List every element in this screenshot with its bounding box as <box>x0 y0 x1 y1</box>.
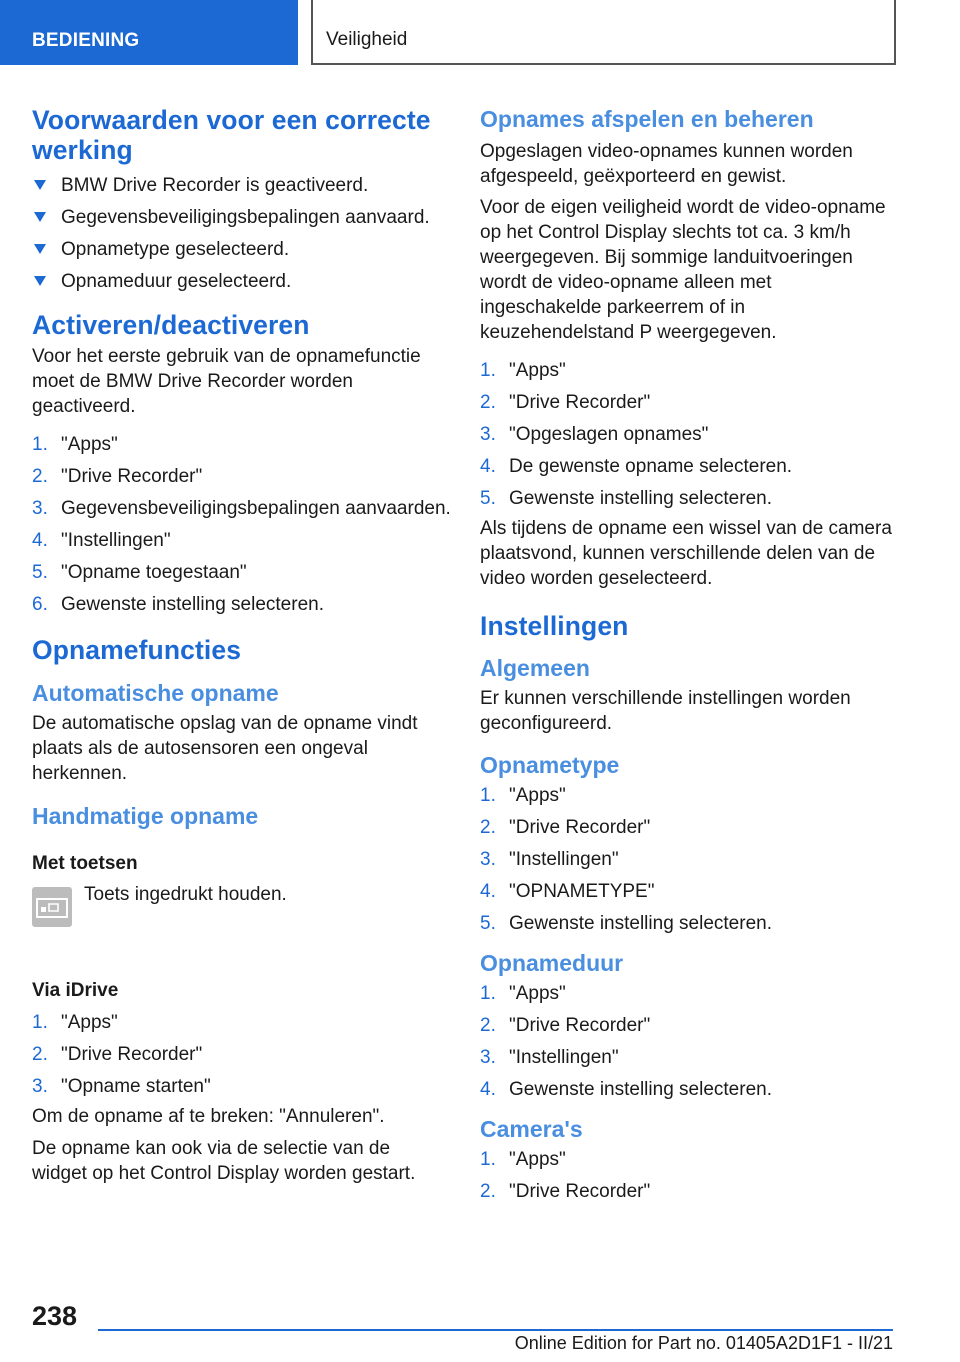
list-item: 1. "Apps" <box>480 785 566 806</box>
list-item: 6. Gewenste instelling selecteren. <box>32 594 324 615</box>
general-paragraph: Er kunnen verschillende instellingen worden geconfigureerd. <box>480 688 851 734</box>
heading-functions: Opnamefuncties <box>32 635 242 665</box>
list-item: 2. "Drive Recorder" <box>32 1044 203 1065</box>
list-item: Gegevensbeveiligingsbepalingen aanvaard. <box>32 205 450 230</box>
list-item: 4. "OPNAMETYPE" <box>480 881 655 902</box>
left-column <box>32 100 450 1186</box>
list-item: 2. "Drive Recorder" <box>480 1015 651 1036</box>
activate-steps <box>32 432 450 617</box>
cancel-paragraph: Om de opname af te breken: "Annuleren". <box>32 1106 385 1127</box>
topic-box <box>311 0 896 65</box>
camera-steps <box>480 1147 900 1204</box>
edition-note: Online Edition for Part no. 01405A2D1F1 - II/21 <box>514 1333 893 1353</box>
list-item: 2. "Drive Recorder" <box>480 817 651 838</box>
play-paragraph-2: Voor de eigen veiligheid wordt de video-opname op het Control Display slechts tot ca. 3 km/h weergegeven. Bij sommige landuitvoeringen wordt de video-opname alleen met ingeschakelde parkeerrem of in keuzehendelstand P weergegeven. <box>480 197 886 343</box>
page-number: 238 <box>32 1301 78 1331</box>
list-item: Opnameduur geselecteerd. <box>32 269 450 294</box>
heading-settings: Instellingen <box>480 611 629 641</box>
heading-type: Opnametype <box>480 752 620 778</box>
list-item: 5. "Opname toegestaan" <box>32 562 247 583</box>
duration-steps <box>480 981 900 1102</box>
heading-auto: Automatische opname <box>32 680 279 706</box>
section-tab <box>0 0 298 65</box>
heading-idrive: Via iDrive <box>32 980 119 1001</box>
heading-conditions: Voorwaarden voor een correcte werking <box>32 105 431 165</box>
conditions-list <box>32 173 450 294</box>
list-item: 2. "Drive Recorder" <box>480 1181 651 1202</box>
section-label: BEDIENING <box>32 30 140 51</box>
button-instruction: Toets ingedrukt houden. <box>84 884 287 905</box>
list-item: 2. "Drive Recorder" <box>480 392 651 413</box>
heading-general: Algemeen <box>480 655 590 681</box>
list-item: 5. Gewenste instelling selecteren. <box>480 488 772 509</box>
triangle-bullet-icon <box>34 180 46 190</box>
list-item: 4. Gewenste instelling selecteren. <box>480 1079 772 1100</box>
heading-manual: Handmatige opname <box>32 803 259 829</box>
list-item: Opnametype geselecteerd. <box>32 237 450 262</box>
triangle-bullet-icon <box>34 276 46 286</box>
play-steps <box>480 358 900 511</box>
list-item: 4. "Instellingen" <box>32 530 171 551</box>
list-item: 1. "Apps" <box>32 1012 118 1033</box>
camera-record-button-icon <box>32 887 72 927</box>
list-item: 1. "Apps" <box>32 434 118 455</box>
list-item: 3. "Instellingen" <box>480 849 619 870</box>
footer-rule <box>98 1329 893 1331</box>
list-item: 3. "Opgeslagen opnames" <box>480 424 709 445</box>
type-steps <box>480 783 900 936</box>
triangle-bullet-icon <box>34 212 46 222</box>
idrive-steps <box>32 1010 450 1099</box>
list-item: BMW Drive Recorder is geactiveerd. <box>32 173 450 198</box>
heading-cameras: Camera's <box>480 1116 583 1142</box>
widget-paragraph: De opname kan ook via de selectie van de widget op het Control Display worden gestart. <box>32 1138 416 1184</box>
heading-activate: Activeren/deactiveren <box>32 310 310 340</box>
list-item: 1. "Apps" <box>480 360 566 381</box>
list-item: 4. De gewenste opname selecteren. <box>480 456 793 477</box>
list-item: 3. Gegevensbeveiligingsbepalingen aanvaarden. <box>32 498 451 519</box>
list-item: 3. "Instellingen" <box>480 1047 619 1068</box>
list-item: 1. "Apps" <box>480 983 566 1004</box>
heading-play: Opnames afspelen en beheren <box>480 106 814 132</box>
heading-duration: Opnameduur <box>480 950 624 976</box>
heading-buttons: Met toetsen <box>32 853 138 874</box>
topic-label: Veiligheid <box>326 29 408 50</box>
list-item: 5. Gewenste instelling selecteren. <box>480 913 772 934</box>
triangle-bullet-icon <box>34 244 46 254</box>
play-paragraph-1: Opgeslagen video-opnames kunnen worden afgespeeld, geëxporteerd en gewist. <box>480 141 853 187</box>
camera-switch-paragraph: Als tijdens de opname een wissel van de camera plaatsvond, kunnen verschillende delen van de video worden geselecteerd. <box>480 518 892 589</box>
activate-paragraph: Voor het eerste gebruik van de opnamefunctie moet de BMW Drive Recorder worden geactiveerd. <box>32 346 421 417</box>
right-column <box>480 100 900 1211</box>
record-button-row <box>32 882 450 954</box>
list-item: 1. "Apps" <box>480 1149 566 1170</box>
list-item: 2. "Drive Recorder" <box>32 466 203 487</box>
auto-paragraph: De automatische opslag van de opname vindt plaats als de autosensoren een ongeval herkennen. <box>32 713 418 784</box>
list-item: 3. "Opname starten" <box>32 1076 211 1097</box>
